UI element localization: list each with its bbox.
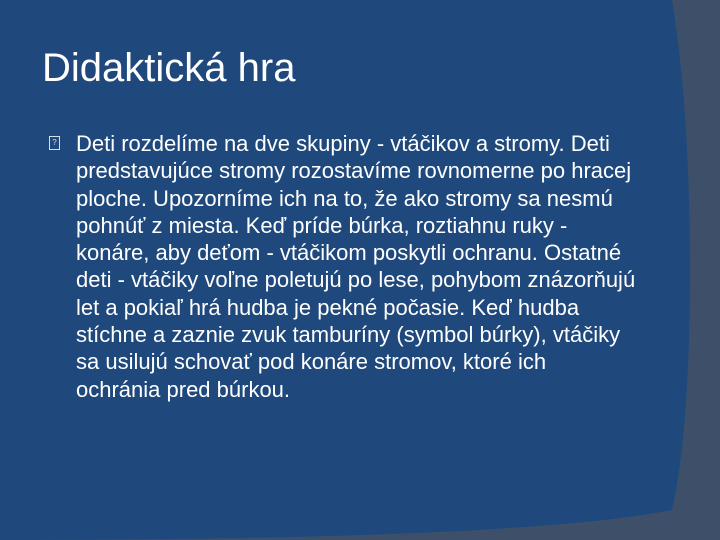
slide-title: Didaktická hra [42, 46, 296, 90]
bullet-icon: ? [49, 136, 60, 150]
bullet-text: Deti rozdelíme na dve skupiny - vtáčikov a stromy. Deti predstavujúce stromy rozostavíme rovnomerne po hracej ploche. Upozorníme ich na to, že ako stromy sa nesmú pohnúť z miesta. Keď príde búrka, roztiahnu ruky - konáre, aby deťom - vtáčikom poskytli ochranu. Ostatné deti - vtáčiky voľne poletujú po lese, pohybom znázorňujú let a pokiaľ hrá hudba je pekné počasie. Keď hudba stíchne a zaznie zvuk tamburíny (symbol búrky), vtáčiky sa usilujú schovať pod konáre stromov, ktoré ich ochránia pred búrkou. [76, 131, 636, 402]
